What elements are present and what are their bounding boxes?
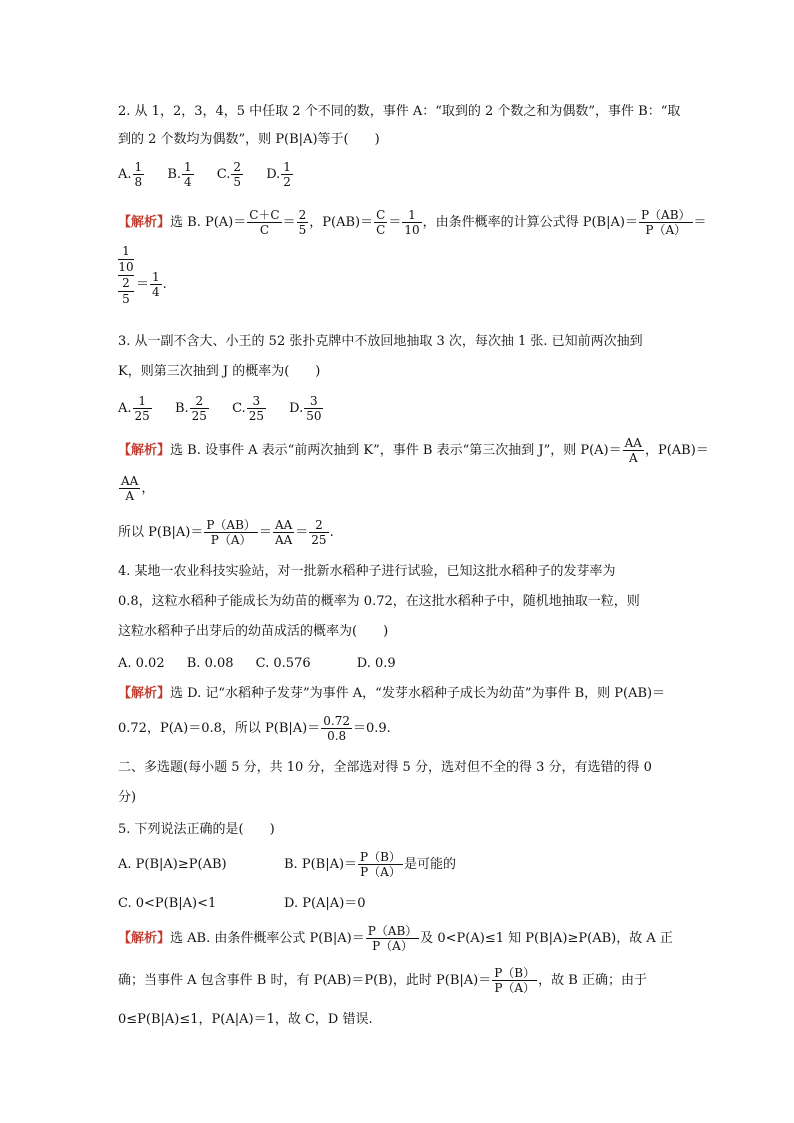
q5-stem: 5. 下列说法正确的是( ) xyxy=(118,822,275,837)
q2-analysis: 【解析】选 B. P(A)＝ $\frac{C+C}{C}$ ＝ $\frac{2}{5}$ ，P(AB)＝ $\frac{C}{C}$ ＝ $\frac{1}{10}$ ，由条件概率的计算公式得 P(B|A)＝ $\frac{P(AB)}{P(A)}$ ＝ xyxy=(118,208,707,237)
q3-option-a: A. $\frac{1}{25}$ xyxy=(118,394,150,423)
section-heading-line1: 二、多选题(每小题 5 分，共 10 分，全部选对得 5 分，选对但不全的得 3 分，有选错的得 0 xyxy=(118,760,652,775)
analysis-tag: 【解析】 xyxy=(118,686,171,701)
q4-option-a: A. 0.02 xyxy=(118,656,165,671)
q4-option-d: D. 0.9 xyxy=(356,656,396,671)
q5-options-row1 xyxy=(118,848,456,882)
analysis-tag: 【解析】 xyxy=(118,931,171,946)
q2-option-a: A. $\frac{1}{8}$ xyxy=(118,160,143,189)
q5-option-d: D. P(A|A)＝0 xyxy=(284,896,366,911)
q5-analysis-line3: 0≤P(B|A)≤1，P(A|A)＝1，故 C，D 错误. xyxy=(118,1012,373,1027)
q2-stem-line2: 到的 2 个数均为偶数”，则 P(B|A)等于( ) xyxy=(118,132,380,147)
q5-options-row2 xyxy=(118,896,366,912)
q4-option-b: B. 0.08 xyxy=(186,656,234,671)
q4-analysis-line2: 0.72，P(A)＝0.8，所以 P(B|A)＝ $\frac{0.72}{0.8}$ ＝0.9. xyxy=(118,714,391,743)
q3-analysis-line2: $\frac{AA}{A}$ ， xyxy=(121,474,155,503)
q2-result: ＝ $\frac{1}{4}$ . xyxy=(136,270,167,299)
section-heading-line2: 分) xyxy=(118,790,137,805)
q3-option-b: B. $\frac{2}{25}$ xyxy=(174,394,207,423)
q3-option-c: C. $\frac{3}{25}$ xyxy=(232,394,264,423)
q2-option-c: C. $\frac{2}{5}$ xyxy=(216,160,242,189)
q3-analysis-line1: 【解析】选 B. 设事件 A 表示“前两次抽到 K”，事件 B 表示“第三次抽到 J”，则 P(A)＝ $\frac{AA}{A}$ ，P(AB)＝ xyxy=(118,436,709,465)
q4-stem-line3: 这粒水稻种子出芽后的幼苗成活的概率为( ) xyxy=(118,624,389,639)
q5-analysis-line1: 【解析】选 AB. 由条件概率公式 P(B|A)＝ $\frac{P(AB)}{P(A)}$ 及 0<P(A)≤1 知 P(B|A)≥P(AB)，故 A 正 xyxy=(118,924,673,953)
q2-compound-fraction: 1 10 2 5 xyxy=(118,244,134,306)
q5-option-a: A. P(B|A)≥P(AB) xyxy=(118,857,227,872)
analysis-tag: 【解析】 xyxy=(118,215,171,230)
q4-stem-line1: 4. 某地一农业科技实验站，对一批新水稻种子进行试验，已知这批水稻种子的发芽率为 xyxy=(118,564,616,579)
q2-stem-line1: 2. 从 1，2，3，4，5 中任取 2 个不同的数，事件 A：“取到的 2 个数之和为偶数”，事件 B：“取 xyxy=(118,104,681,119)
q5-option-b: B. P(B|A)＝ $\frac{P(B)}{P(A)}$ 是可能的 xyxy=(284,850,456,879)
q3-stem-line2: K，则第三次抽到 J 的概率为( ) xyxy=(118,364,321,379)
q4-analysis-line1: 【解析】选 D. 记“水稻种子发芽”为事件 A，“发芽水稻种子成长为幼苗”为事件 B，则 P(AB)＝ xyxy=(118,686,666,701)
q3-stem-line1: 3. 从一副不含大、小王的 52 张扑克牌中不放回地抽取 3 次，每次抽 1 张. 已知前两次抽到 xyxy=(118,334,643,349)
q2-option-b: B. $\frac{1}{4}$ xyxy=(167,160,192,189)
q5-analysis-line2: 确；当事件 A 包含事件 B 时，有 P(AB)＝P(B)，此时 P(B|A)＝ $\frac{P(B)}{P(A)}$ ，故 B 正确；由于 xyxy=(118,966,647,995)
analysis-tag: 【解析】 xyxy=(118,443,171,458)
q3-options xyxy=(118,392,324,426)
q2-options xyxy=(118,160,294,190)
q4-stem-line2: 0.8，这粒水稻种子能成长为幼苗的概率为 0.72，在这批水稻种子中，随机地抽取一粒，则 xyxy=(118,594,640,609)
q4-options xyxy=(118,656,396,672)
q3-option-d: D. $\frac{3}{50}$ xyxy=(289,394,322,423)
q3-analysis-line3: 所以 P(B|A)＝ $\frac{P(AB)}{P(A)}$ ＝ $\frac{AA}{AA}$ ＝ $\frac{2}{25}$ . xyxy=(118,518,334,547)
q2-option-d: D. $\frac{1}{2}$ xyxy=(266,160,291,189)
q4-option-c: C. 0.576 xyxy=(255,656,311,671)
q5-option-c: C. 0<P(B|A)<1 xyxy=(118,896,217,911)
